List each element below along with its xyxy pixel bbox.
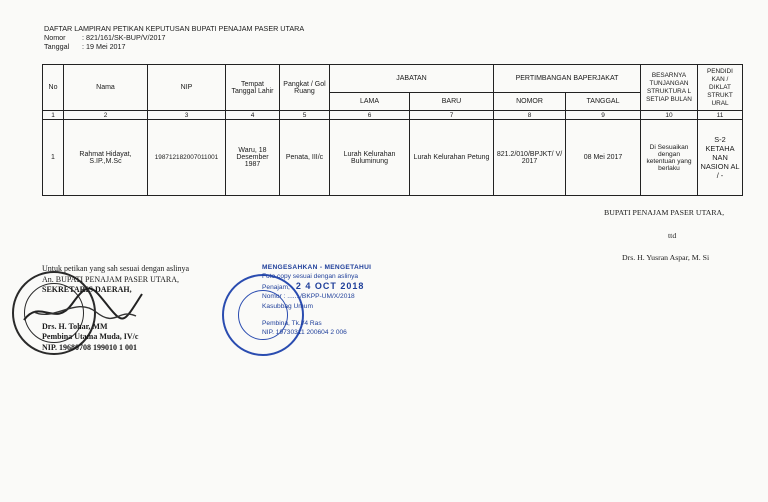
header-tempat-tanggal-lahir: Tempat Tanggal Lahir xyxy=(226,65,280,111)
legalization-date: 2 4 OCT 2018 xyxy=(295,280,365,291)
header-pendidikan: PENDIDI KAN / DIKLAT STRUKT URAL xyxy=(698,65,743,111)
header-pertimbangan: PERTIMBANGAN BAPERJAKAT xyxy=(494,65,641,93)
column-number: 9 xyxy=(566,111,641,120)
legalization-rank: Pembina, Tk.I/4 Ras xyxy=(262,320,322,328)
column-number: 8 xyxy=(494,111,566,120)
signature-ttd: ttd xyxy=(668,231,677,240)
legalization-date-prefix: Penajam, xyxy=(262,283,290,291)
document-title: DAFTAR LAMPIRAN PETIKAN KEPUTUSAN BUPATI PENAJAM PASER UTARA xyxy=(44,24,305,33)
cell-nama: Rahmat Hidayat, S.IP.,M.Sc xyxy=(64,120,148,196)
on-behalf-text: An. BUPATI PENAJAM PASER UTARA, xyxy=(42,274,180,284)
cell-nomor: 821.2/010/BPJKT/ V/ 2017 xyxy=(494,120,566,196)
column-number: 6 xyxy=(330,111,410,120)
header-jabatan: JABATAN xyxy=(330,65,494,93)
cell-jabatan-lama: Lurah Kelurahan Buluminung xyxy=(330,120,410,196)
header-no: No xyxy=(43,65,64,111)
tanggal-label: Tanggal xyxy=(44,42,70,51)
cell-tanggal: 08 Mei 2017 xyxy=(566,120,641,196)
nomor-value: : 821/161/SK-BUP/V/2017 xyxy=(82,33,166,42)
header-lama: LAMA xyxy=(330,93,410,111)
column-number-row xyxy=(43,111,743,120)
column-number: 2 xyxy=(64,111,148,120)
cell-nip: 198712182007011001 xyxy=(148,120,226,196)
column-number: 10 xyxy=(641,111,698,120)
cell-jabatan-baru: Lurah Kelurahan Petung xyxy=(410,120,494,196)
document-header xyxy=(44,24,304,51)
column-number: 1 xyxy=(43,111,64,120)
legalization-nip: NIP. 19730311 200604 2 006 xyxy=(262,329,347,337)
header-tunjangan: BESARNYA TUNJANGAN STRUKTURA L SETIAP BULAN xyxy=(641,65,698,111)
column-number: 3 xyxy=(148,111,226,120)
header-baru: BARU xyxy=(410,93,494,111)
header-pangkat: Pangkat / Gol Ruang xyxy=(280,65,330,111)
tanggal-value: : 19 Mei 2017 xyxy=(82,42,126,51)
secretary-signature-block xyxy=(42,264,189,353)
legalization-stamp xyxy=(262,263,371,338)
header-nip: NIP xyxy=(148,65,226,111)
cell-pendidikan: S-2 KETAHA NAN NASION AL / - xyxy=(698,120,743,196)
regent-office-title: BUPATI PENAJAM PASER UTARA, xyxy=(604,208,725,217)
header-tanggal: TANGGAL xyxy=(566,93,641,111)
cell-no: 1 xyxy=(43,120,64,196)
legalization-subtitle: Foto copy sesuai dengan aslinya xyxy=(262,273,359,281)
legalization-title: MENGESAHKAN - MENGETAHUI xyxy=(262,264,372,271)
header-nama: Nama xyxy=(64,65,148,111)
secretary-name: Drs. H. Tohar, MM xyxy=(42,321,108,331)
cell-tunjangan: Di Sesuaikan dengan ketentuan yang berlaku xyxy=(641,120,698,196)
secretary-title: SEKRETARIS DAERAH, xyxy=(42,285,132,294)
secretary-nip: NIP. 19680708 199010 1 001 xyxy=(42,342,138,352)
secretary-rank: Pembina Utama Muda, IV/c xyxy=(42,332,139,341)
table-row xyxy=(43,120,743,196)
column-number: 7 xyxy=(410,111,494,120)
appointment-table xyxy=(42,64,743,196)
column-number: 11 xyxy=(698,111,743,120)
cell-tempat-tanggal-lahir: Waru, 18 Desember 1987 xyxy=(226,120,280,196)
cell-pangkat: Penata, III/c xyxy=(280,120,330,196)
certification-text: Untuk petikan yang sah sesuai dengan aslinya xyxy=(42,264,190,273)
legalization-number: Nomor : ...... /BKPP-UM/X/2018 xyxy=(262,293,355,301)
column-number: 4 xyxy=(226,111,280,120)
column-number: 5 xyxy=(280,111,330,120)
regent-name: Drs. H. Yusran Aspar, M. Si xyxy=(622,253,710,262)
header-nomor: NOMOR xyxy=(494,93,566,111)
legalization-office: Kasubbag Umum xyxy=(262,302,313,310)
nomor-label: Nomor xyxy=(44,33,66,42)
